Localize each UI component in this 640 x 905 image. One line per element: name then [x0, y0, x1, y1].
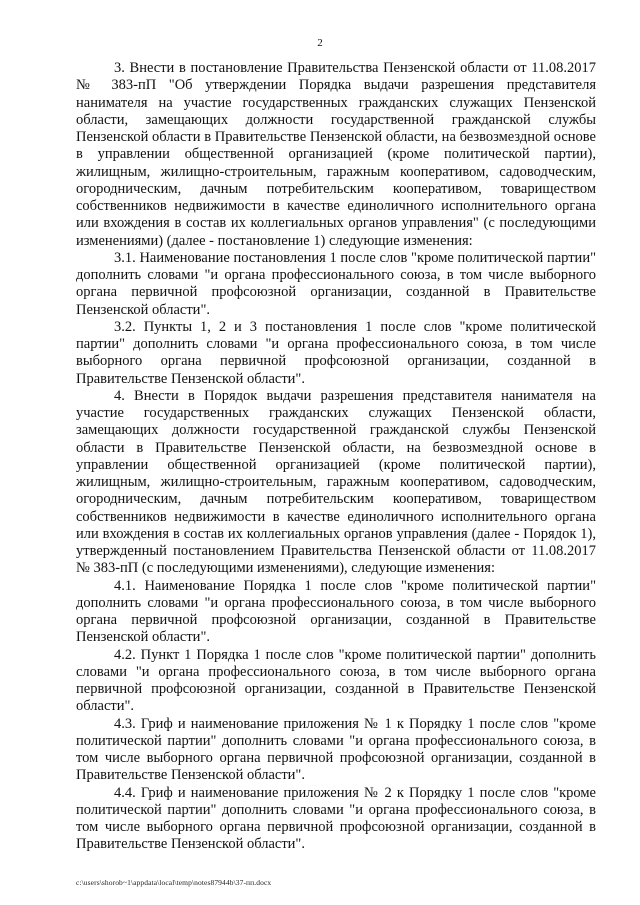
paragraph-4-4: 4.4. Гриф и наименование приложения № 2 к Порядку 1 после слов "кроме политической партии" дополнить словами "и органа профессионального союза, в том числе выборного органа первичной профсоюзной организации, созданной в Правительстве Пензенской области". [76, 784, 596, 853]
paragraph-4-1: 4.1. Наименование Порядка 1 после слов "кроме политической партии" дополнить словами "и органа профессионального союза, в том числе выборного органа первичной профсоюзной организации, созданной в Правительстве Пензенской области". [76, 577, 596, 646]
paragraph-3-2: 3.2. Пункты 1, 2 и 3 постановления 1 после слов "кроме политической партии" дополнить словами "и органа профессионального союза, в том числе выборного органа первичной профсоюзной организации, созданной в Правительстве Пензенской области". [76, 318, 596, 387]
paragraph-4-2: 4.2. Пункт 1 Порядка 1 после слов "кроме политической партии" дополнить словами "и органа профессионального союза, в том числе выборного органа первичной профсоюзной организации, созданной в Правительстве Пензенской области". [76, 646, 596, 715]
page-number: 2 [317, 37, 323, 49]
paragraph-3-1: 3.1. Наименование постановления 1 после слов "кроме политической партии" дополнить словами "и органа профессионального союза, в том числе выборного органа первичной профсоюзной организации, созданной в Правительстве Пензенской области". [76, 249, 596, 318]
paragraph-4: 4. Внести в Порядок выдачи разрешения представителя нанимателя на участие государственных гражданских служащих Пензенской области, замещающих должности государственной гражданской службы Пензенской области в Правительстве Пензенской области, на безвозмездной основе в управлении общественной организацией (кроме политической партии), жилищным, жилищно-строительным, гаражным кооперативом, садоводческим, огородническим, дачным потребительским кооперативом, товариществом собственников недвижимости в качестве единоличного исполнительного органа или вхождения в состав их коллегиальных органов управления (далее - Порядок 1), утвержденный постановлением Правительства Пензенской области от 11.08.2017 № 383-пП (с последующими изменениями), следующие изменения: [76, 387, 596, 577]
footer-file-path: c:\users\shorob~1\appdata\local\temp\notes87944b\37-пп.docx [76, 878, 272, 887]
paragraph-4-3: 4.3. Гриф и наименование приложения № 1 к Порядку 1 после слов "кроме политической партии" дополнить словами "и органа профессионального союза, в том числе выборного органа первичной профсоюзной организации, созданной в Правительстве Пензенской области". [76, 715, 596, 784]
document-body [76, 60, 596, 854]
paragraph-3: 3. Внести в постановление Правительства Пензенской области от 11.08.2017 № 383-пП "Об утверждении Порядка выдачи разрешения представителя нанимателя на участие государственных гражданских служащих Пензенской области, замещающих должности государственной гражданской службы Пензенской области в Правительстве Пензенской области, на безвозмездной основе в управлении общественной организацией (кроме политической партии), жилищным, жилищно-строительным, гаражным кооперативом, садоводческим, огородническим, дачным потребительским кооперативом, товариществом собственников недвижимости в качестве единоличного исполнительного органа или вхождения в состав их коллегиальных органов управления" (с последующими изменениями) (далее - постановление 1) следующие изменения: [76, 60, 596, 249]
